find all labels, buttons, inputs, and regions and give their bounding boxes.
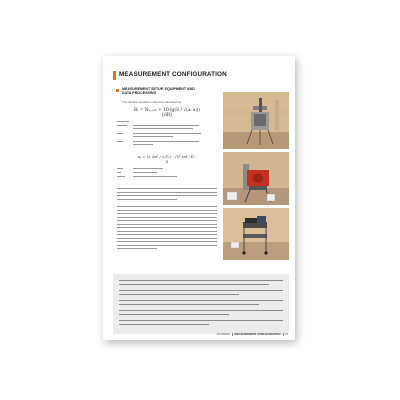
text-line [117, 224, 217, 225]
footer-separator [283, 333, 284, 336]
reference-line [119, 280, 283, 281]
text-line [133, 144, 153, 145]
text-line [117, 234, 217, 235]
text-line [117, 227, 217, 228]
photo-measurement-cart [223, 208, 289, 260]
text-line [117, 220, 217, 221]
text-line [117, 199, 177, 200]
photo-setup-hammer [223, 92, 289, 149]
page-title: MEASUREMENT CONFIGURATION [119, 71, 227, 78]
text-line [117, 241, 217, 242]
text-line [117, 217, 217, 218]
text-line [133, 141, 199, 142]
text-line [117, 195, 217, 196]
section-subtitle: MEASUREMENT SETUP, EQUIPMENT AND DATA PROCESSING [122, 87, 195, 96]
page-footer [217, 332, 288, 336]
text-line [117, 133, 123, 134]
formula-2: aⱼ = (2.2π² / c₀Tₛ) · √(f_ref / f) · S [137, 154, 197, 164]
formula-1: Rᵢ = Nₑ,ᵢ,ᵢₙ + 10·lg(S / √(aᵢ aⱼ)) [dB] [134, 108, 200, 118]
text-line [117, 213, 217, 214]
text-line [133, 136, 173, 137]
text-line [117, 121, 129, 122]
footer-separator [232, 333, 233, 336]
reference-line [119, 284, 269, 285]
photo-tapping-machine [223, 152, 289, 205]
text-line [117, 141, 123, 142]
reference-line [119, 290, 283, 291]
text-line [117, 188, 217, 189]
footer-label: FOURDIM [216, 332, 230, 336]
reference-line [119, 320, 283, 321]
text-line [117, 238, 217, 239]
text-line [117, 248, 157, 249]
footer-section: MEASUREMENT CONFIGURATION [234, 332, 281, 336]
page-number: 11 [285, 332, 288, 336]
text-line [117, 125, 127, 126]
text-line [117, 210, 217, 211]
title-accent-bar [113, 71, 116, 80]
text-line [117, 192, 217, 193]
references-box [113, 274, 289, 334]
text-line [117, 231, 217, 232]
text-line [133, 125, 199, 126]
text-line [117, 176, 125, 177]
reference-line [119, 314, 229, 315]
text-line [117, 245, 217, 246]
text-line [133, 176, 177, 177]
text-line [117, 168, 123, 169]
reference-line [119, 294, 239, 295]
text-line [133, 128, 193, 129]
reference-line [119, 304, 259, 305]
reference-line [119, 300, 283, 301]
intro-text: The vibration insulation index R is calculated as: [122, 100, 182, 104]
text-line [117, 172, 121, 173]
text-line [133, 172, 157, 173]
text-line [117, 206, 217, 207]
reference-line [119, 310, 283, 311]
text-line [133, 168, 163, 169]
document-page [103, 56, 295, 340]
reference-line [119, 324, 209, 325]
text-line [133, 133, 201, 134]
subtitle-bullet [116, 89, 119, 92]
